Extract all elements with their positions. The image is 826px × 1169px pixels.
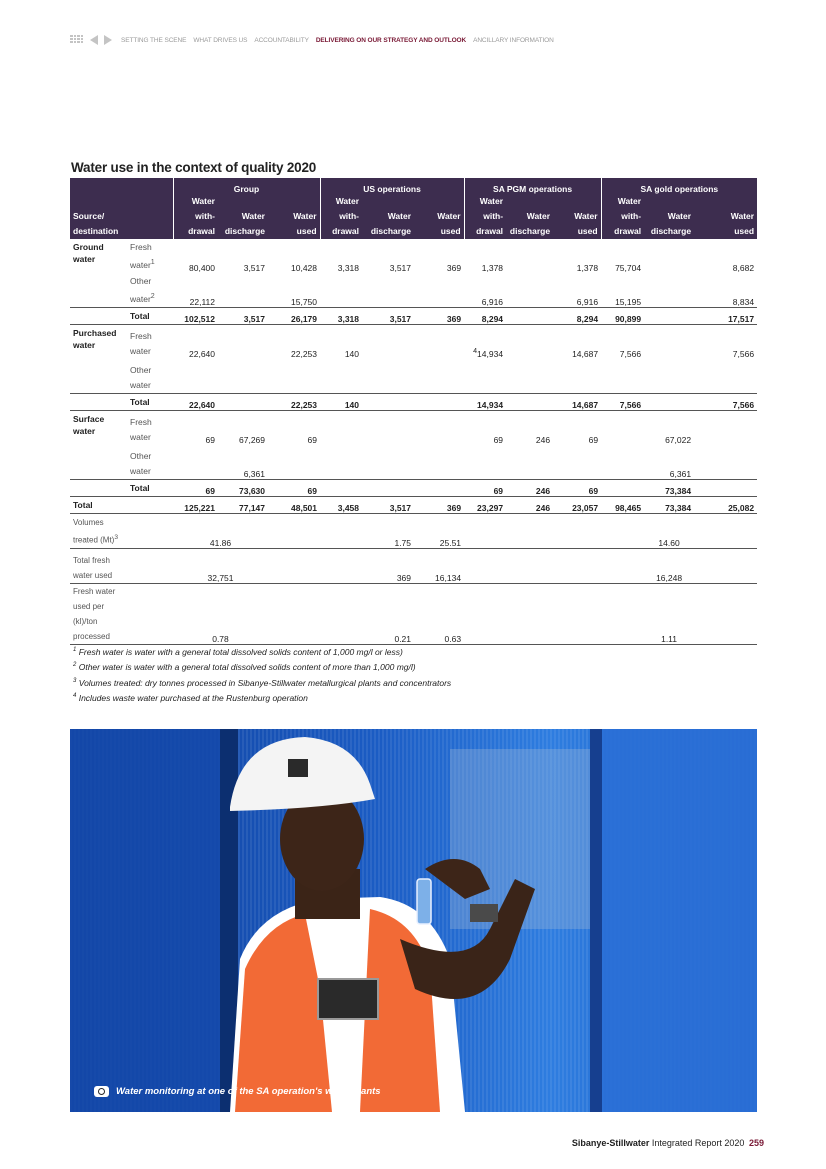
photo-caption	[94, 1086, 381, 1097]
table-cell: 25,082	[694, 497, 757, 514]
table-cell: 7,566	[601, 394, 644, 411]
table-cell: 67,022	[665, 435, 692, 445]
table-cell: 16,248	[644, 549, 694, 584]
table-cell: 32,751	[173, 549, 268, 584]
table-cell: 77,147	[218, 497, 268, 514]
table-row	[70, 359, 757, 394]
table-cell: 22,640	[173, 394, 218, 411]
category-surface-water: Surface water	[73, 414, 105, 436]
page-title: Water use in the context of quality 2020	[71, 160, 317, 175]
table-cell	[218, 325, 268, 360]
table-cell	[506, 445, 553, 480]
previous-page-icon[interactable]	[90, 35, 98, 45]
table-cell: 22,253	[291, 349, 318, 359]
table-cell: 6,361	[669, 469, 692, 479]
row-label: Fresh water used per (kl)/ton processed	[70, 584, 173, 645]
page-number: 259	[748, 1138, 764, 1148]
table-cell: 3,517	[218, 308, 268, 325]
table-cell: 0.78	[173, 584, 268, 645]
row-label: Fresh water$^1$	[130, 242, 155, 270]
nav-setting-the-scene[interactable]: SETTING THE SCENE	[121, 36, 187, 44]
table-cell	[601, 411, 644, 446]
table-cell: 22,112	[189, 297, 215, 307]
table-cell: 0.21	[362, 584, 414, 645]
table-cell: 369	[446, 263, 462, 273]
table-cell: 140	[344, 349, 360, 359]
table-row	[70, 273, 757, 308]
row-label: Other water$^2$	[130, 276, 155, 304]
table-cell	[644, 308, 694, 325]
table-cell: 14.60	[644, 514, 694, 549]
footnotes	[73, 644, 451, 705]
page-footer	[572, 1138, 764, 1148]
table-cell: 6,916	[576, 297, 599, 307]
camera-icon	[94, 1086, 109, 1097]
table-cell: 69	[464, 480, 506, 497]
table-cell	[414, 480, 464, 497]
table-cell	[644, 394, 694, 411]
table-cell: 69	[205, 435, 215, 445]
table-cell	[320, 411, 362, 446]
footer-report: Integrated Report 2020	[651, 1138, 745, 1148]
water-use-table	[70, 178, 757, 645]
table-cell	[362, 273, 414, 308]
table-cell	[414, 273, 464, 308]
table-cell	[362, 411, 414, 446]
table-cell	[506, 308, 553, 325]
row-label: Total	[127, 480, 173, 497]
table-cell: 23,057	[553, 497, 601, 514]
table-cell: 0.63	[414, 584, 464, 645]
table-cell: 10,428	[291, 263, 318, 273]
table-row	[70, 445, 757, 480]
table-cell: 69	[588, 435, 599, 445]
table-cell: 26,179	[268, 308, 320, 325]
table-cell: 73,384	[644, 480, 694, 497]
photo-illustration	[70, 729, 757, 1112]
table-cell: 73,630	[218, 480, 268, 497]
nav-what-drives-us[interactable]: WHAT DRIVES US	[193, 36, 248, 44]
table-cell: 3,318	[320, 308, 362, 325]
table-cell: 369	[362, 549, 414, 584]
row-label: Other water	[130, 451, 152, 476]
table-cell: 69	[553, 480, 601, 497]
table-cell	[362, 445, 414, 480]
table-cell	[506, 239, 553, 273]
table-cell: 14,687	[553, 394, 601, 411]
table-cell: 8,682	[732, 263, 755, 273]
table-row	[70, 584, 757, 645]
table-cell: 3,517	[362, 308, 414, 325]
table-cell: 6,916	[481, 297, 504, 307]
table-cell: 369	[414, 308, 464, 325]
table-cell	[414, 445, 464, 480]
table-cell: 25.51	[414, 514, 464, 549]
table-cell: 14,687	[572, 349, 599, 359]
table-cell: 69	[268, 480, 320, 497]
col-withdrawal: Water with- drawal	[601, 194, 644, 239]
table-cell	[644, 273, 694, 308]
col-withdrawal: Water with- drawal	[320, 194, 362, 239]
table-cell	[320, 445, 362, 480]
us-operations-header: US operations	[320, 178, 464, 194]
table-cell: 7,566	[694, 394, 757, 411]
table-row	[70, 411, 757, 446]
nav-delivering-on-strategy[interactable]: DELIVERING ON OUR STRATEGY AND OUTLOOK	[315, 36, 467, 44]
table-cell	[694, 445, 757, 480]
table-cell: 1.75	[362, 514, 414, 549]
table-cell: 1,378	[481, 263, 504, 273]
category-ground-water: Ground water	[73, 242, 104, 264]
table-cell: 22,253	[268, 394, 320, 411]
table-cell: 69	[307, 435, 318, 445]
table-cell: 15,750	[291, 297, 318, 307]
table-cell: 73,384	[644, 497, 694, 514]
footnote: $^1$ Fresh water is water with a general total dissolved solids content of 1,000 mg/l or less)	[73, 646, 403, 657]
col-withdrawal: Water with- drawal	[464, 194, 506, 239]
table-cell: 8,834	[732, 297, 755, 307]
row-label: Total	[127, 394, 173, 411]
table-cell: 125,221	[173, 497, 218, 514]
water-monitoring-photo	[70, 729, 757, 1112]
table-cell: 3,517	[243, 263, 265, 273]
table-cell	[414, 394, 464, 411]
table-cell: 41.86	[173, 514, 268, 549]
table-cell	[362, 325, 414, 360]
footnote: $^2$ Other water is water with a general total dissolved solids content of more than 1,000 mg/l)	[73, 662, 416, 673]
total-row	[70, 394, 757, 411]
table-cell	[464, 445, 506, 480]
table-cell: 22,640	[189, 349, 215, 359]
row-label: Fresh water	[130, 331, 152, 356]
table-cell	[320, 273, 362, 308]
group-header-row	[70, 178, 757, 194]
table-row	[70, 325, 757, 360]
table-cell	[694, 411, 757, 446]
table-cell	[268, 445, 320, 480]
top-navigation	[70, 33, 561, 47]
table-cell	[320, 480, 362, 497]
table-row	[70, 239, 757, 273]
nav-ancillary-information[interactable]: ANCILLARY INFORMATION	[473, 36, 554, 44]
footnote: $^3$ Volumes treated: dry tonnes processed in Sibanye-Stillwater metallurgical plants and concentrators	[73, 677, 452, 688]
table-cell: 246	[506, 480, 553, 497]
category-purchased-water: Purchased water	[73, 328, 117, 350]
row-label: Fresh water	[130, 417, 152, 442]
table-cell	[506, 273, 553, 308]
table-cell: 15,195	[615, 297, 642, 307]
table-cell	[644, 239, 694, 273]
table-cell: 140	[320, 394, 362, 411]
table-cell: 7,566	[619, 349, 642, 359]
table-cell: 17,517	[694, 308, 757, 325]
footnote: $^4$ Includes waste water purchased at the Rustenburg operation	[73, 692, 308, 703]
col-withdrawal: Water with- drawal	[173, 194, 218, 239]
table-cell: 246	[535, 435, 551, 445]
table-cell: 14,934	[464, 394, 506, 411]
table-cell: 48,501	[268, 497, 320, 514]
row-label: Total	[127, 308, 173, 325]
row-label: Total fresh water used	[70, 549, 173, 584]
sa-pgm-header: SA PGM operations	[464, 178, 601, 194]
table-cell: 75,704	[615, 263, 642, 273]
table-cell: 69	[493, 435, 504, 445]
table-cell	[506, 394, 553, 411]
table-cell	[414, 411, 464, 446]
table-row	[70, 549, 757, 584]
table-cell: 16,134	[414, 549, 464, 584]
table-cell	[362, 480, 414, 497]
table-cell	[218, 273, 268, 308]
table-cell: 6,361	[243, 469, 265, 479]
table-cell: 98,465	[601, 497, 644, 514]
col-used: Water used	[553, 194, 601, 239]
footer-company: Sibanye-Stillwater	[571, 1138, 650, 1148]
nav-accountability[interactable]: ACCOUNTABILITY	[254, 36, 309, 44]
table-cell	[694, 480, 757, 497]
table-cell	[362, 394, 414, 411]
next-page-icon[interactable]	[104, 35, 112, 45]
col-used: Water used	[694, 194, 757, 239]
table-cell: $^4$14,934	[473, 347, 504, 359]
row-label: Volumes treated $(Mt)^3$	[70, 514, 173, 549]
table-cell: 3,318	[337, 263, 360, 273]
col-discharge: Water discharge	[644, 194, 694, 239]
table-cell	[414, 325, 464, 360]
table-cell: 3,458	[320, 497, 362, 514]
table-row	[70, 514, 757, 549]
group-header: Group	[173, 178, 320, 194]
grand-total-row	[70, 497, 757, 514]
caption-text: Water monitoring at one of the SA operation's water plants	[116, 1086, 381, 1097]
col-used: Water used	[414, 194, 464, 239]
table-cell: 3,517	[362, 497, 414, 514]
total-row	[70, 480, 757, 497]
row-label: Total	[70, 497, 127, 514]
column-header-row	[70, 194, 757, 239]
col-discharge: Water discharge	[506, 194, 553, 239]
sa-gold-header: SA gold operations	[601, 178, 757, 194]
col-discharge: Water discharge	[362, 194, 414, 239]
table-cell: 7,566	[732, 349, 755, 359]
source-destination-header: Source/ destination	[70, 194, 127, 239]
table-cell	[218, 394, 268, 411]
table-cell: 80,400	[189, 263, 215, 273]
table-cell	[553, 445, 601, 480]
table-cell: 246	[506, 497, 553, 514]
row-label: Other water	[130, 365, 152, 390]
table-cell: 67,269	[239, 435, 265, 445]
table-cell: 8,294	[464, 308, 506, 325]
table-cell: 69	[173, 480, 218, 497]
table-cell: 90,899	[601, 308, 644, 325]
table-cell: 369	[414, 497, 464, 514]
col-used: Water used	[268, 194, 320, 239]
table-cell: 23,297	[464, 497, 506, 514]
table-cell	[601, 480, 644, 497]
table-cell: 3,517	[389, 263, 412, 273]
table-cell: 102,512	[173, 308, 218, 325]
col-discharge: Water discharge	[218, 194, 268, 239]
table-cell	[644, 325, 694, 360]
table-cell: 8,294	[553, 308, 601, 325]
table-cell	[601, 445, 644, 480]
table-cell: 1.11	[644, 584, 694, 645]
table-cell: 1,378	[576, 263, 599, 273]
table-cell	[506, 325, 553, 360]
total-row	[70, 308, 757, 325]
table-cell	[173, 445, 218, 480]
grid-menu-icon[interactable]	[70, 35, 84, 45]
